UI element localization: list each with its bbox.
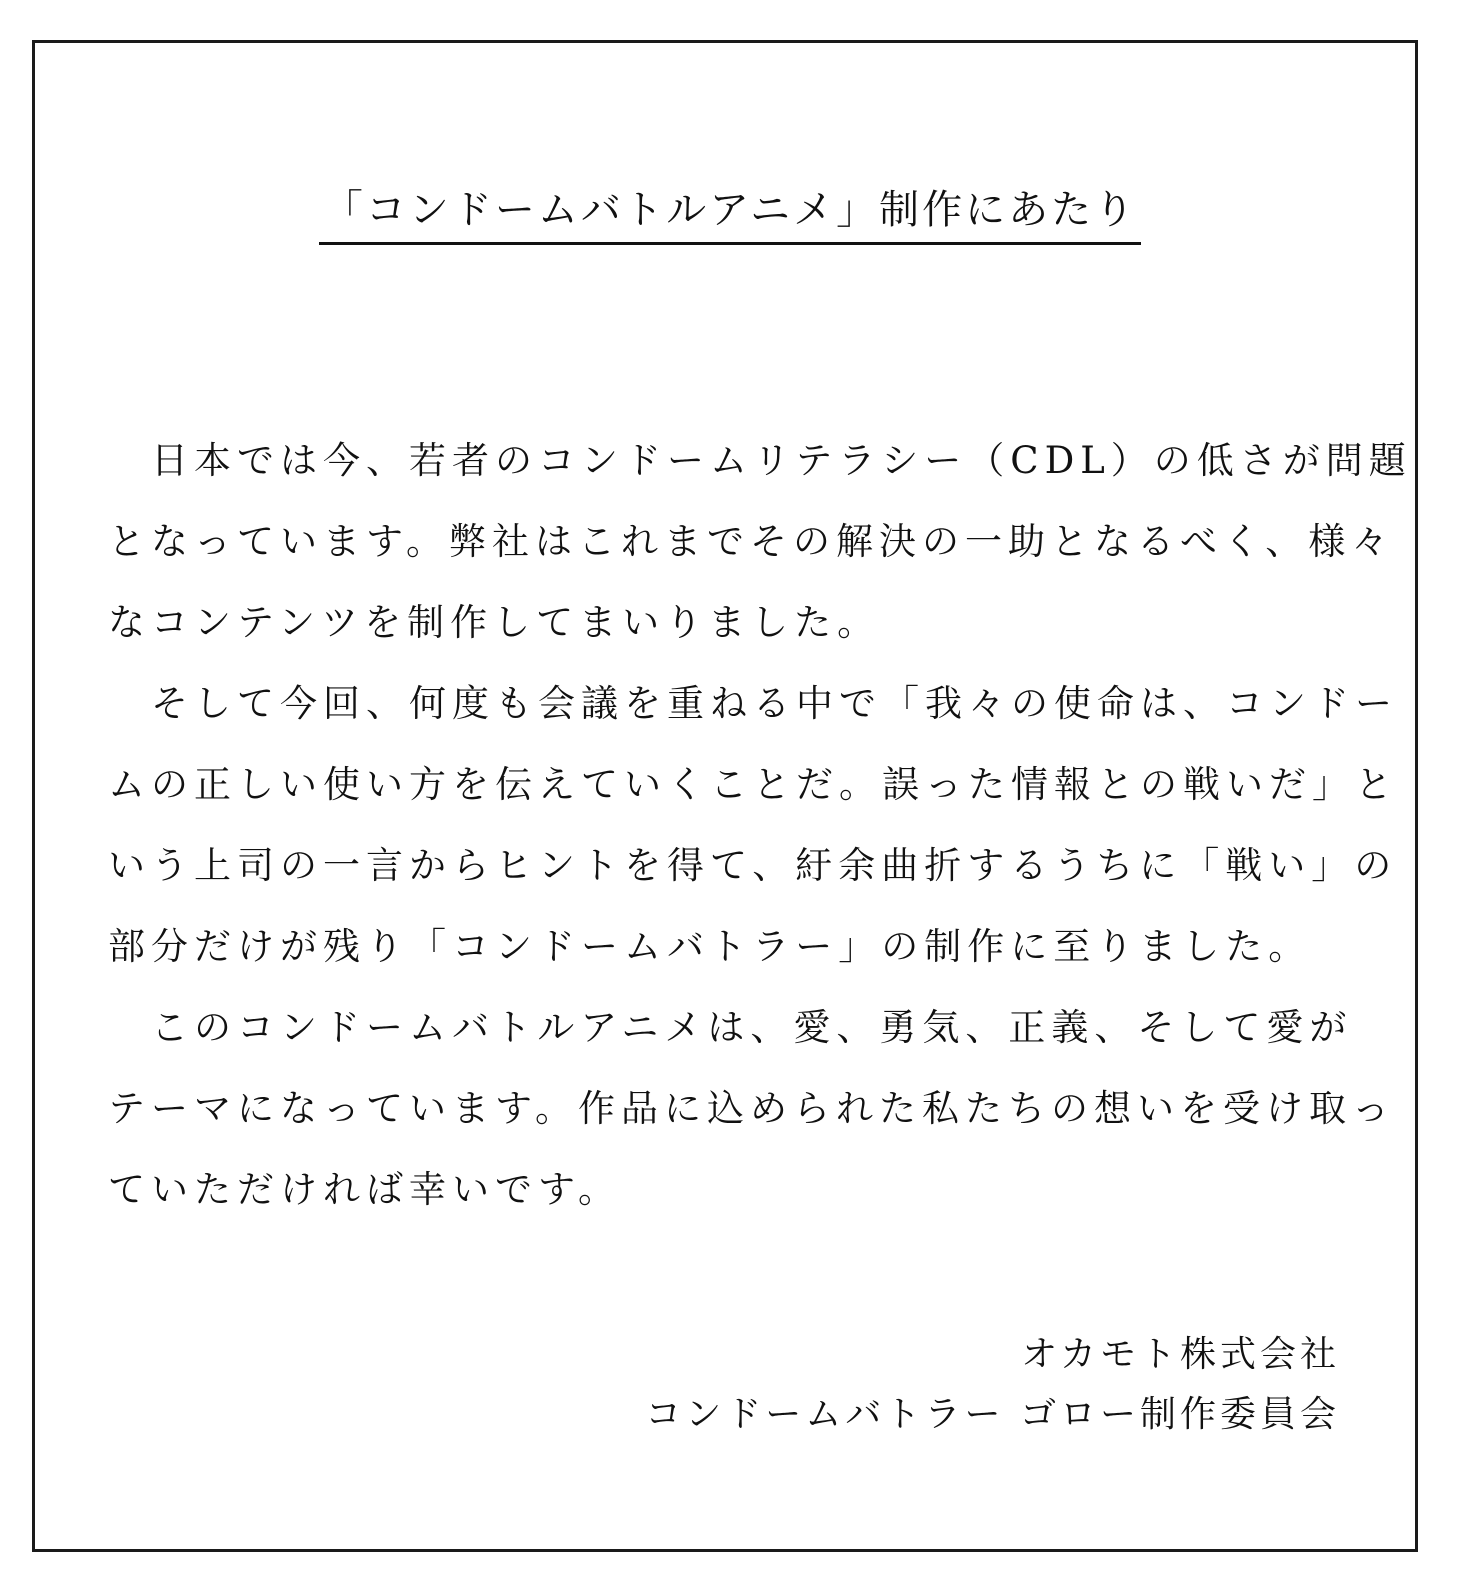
body-line: 日本では今、若者のコンドームリテラシー（CDL）の低さが問題 (108, 439, 1412, 482)
signature-company: オカモト株式会社 (1021, 1334, 1340, 1375)
signature-block (645, 1325, 1340, 1445)
statement-body (108, 420, 1412, 1230)
body-line: ていただければ幸いです。 (108, 1168, 622, 1211)
signature-committee: コンドームバトラー ゴロー制作委員会 (645, 1394, 1340, 1435)
title-text: 「コンドームバトルアニメ」制作にあたり (319, 182, 1141, 245)
body-line: テーマになっています。作品に込められた私たちの想いを受け取っ (108, 1087, 1396, 1130)
body-line: 部分だけが残り「コンドームバトラー」の制作に至りました。 (108, 925, 1312, 968)
body-line: このコンドームバトルアニメは、愛、勇気、正義、そして愛が (108, 1006, 1353, 1049)
body-line: いう上司の一言からヒントを得て、紆余曲折するうちに「戦い」の (108, 844, 1398, 887)
body-line: ムの正しい使い方を伝えていくことだ。誤った情報との戦いだ」と (108, 763, 1398, 806)
body-line: となっています。弊社はこれまでその解決の一助となるべく、様々 (108, 520, 1395, 563)
body-line: なコンテンツを制作してまいりました。 (108, 601, 881, 644)
body-line: そして今回、何度も会議を重ねる中で「我々の使命は、コンドー (108, 682, 1398, 725)
document-title (0, 182, 1460, 245)
